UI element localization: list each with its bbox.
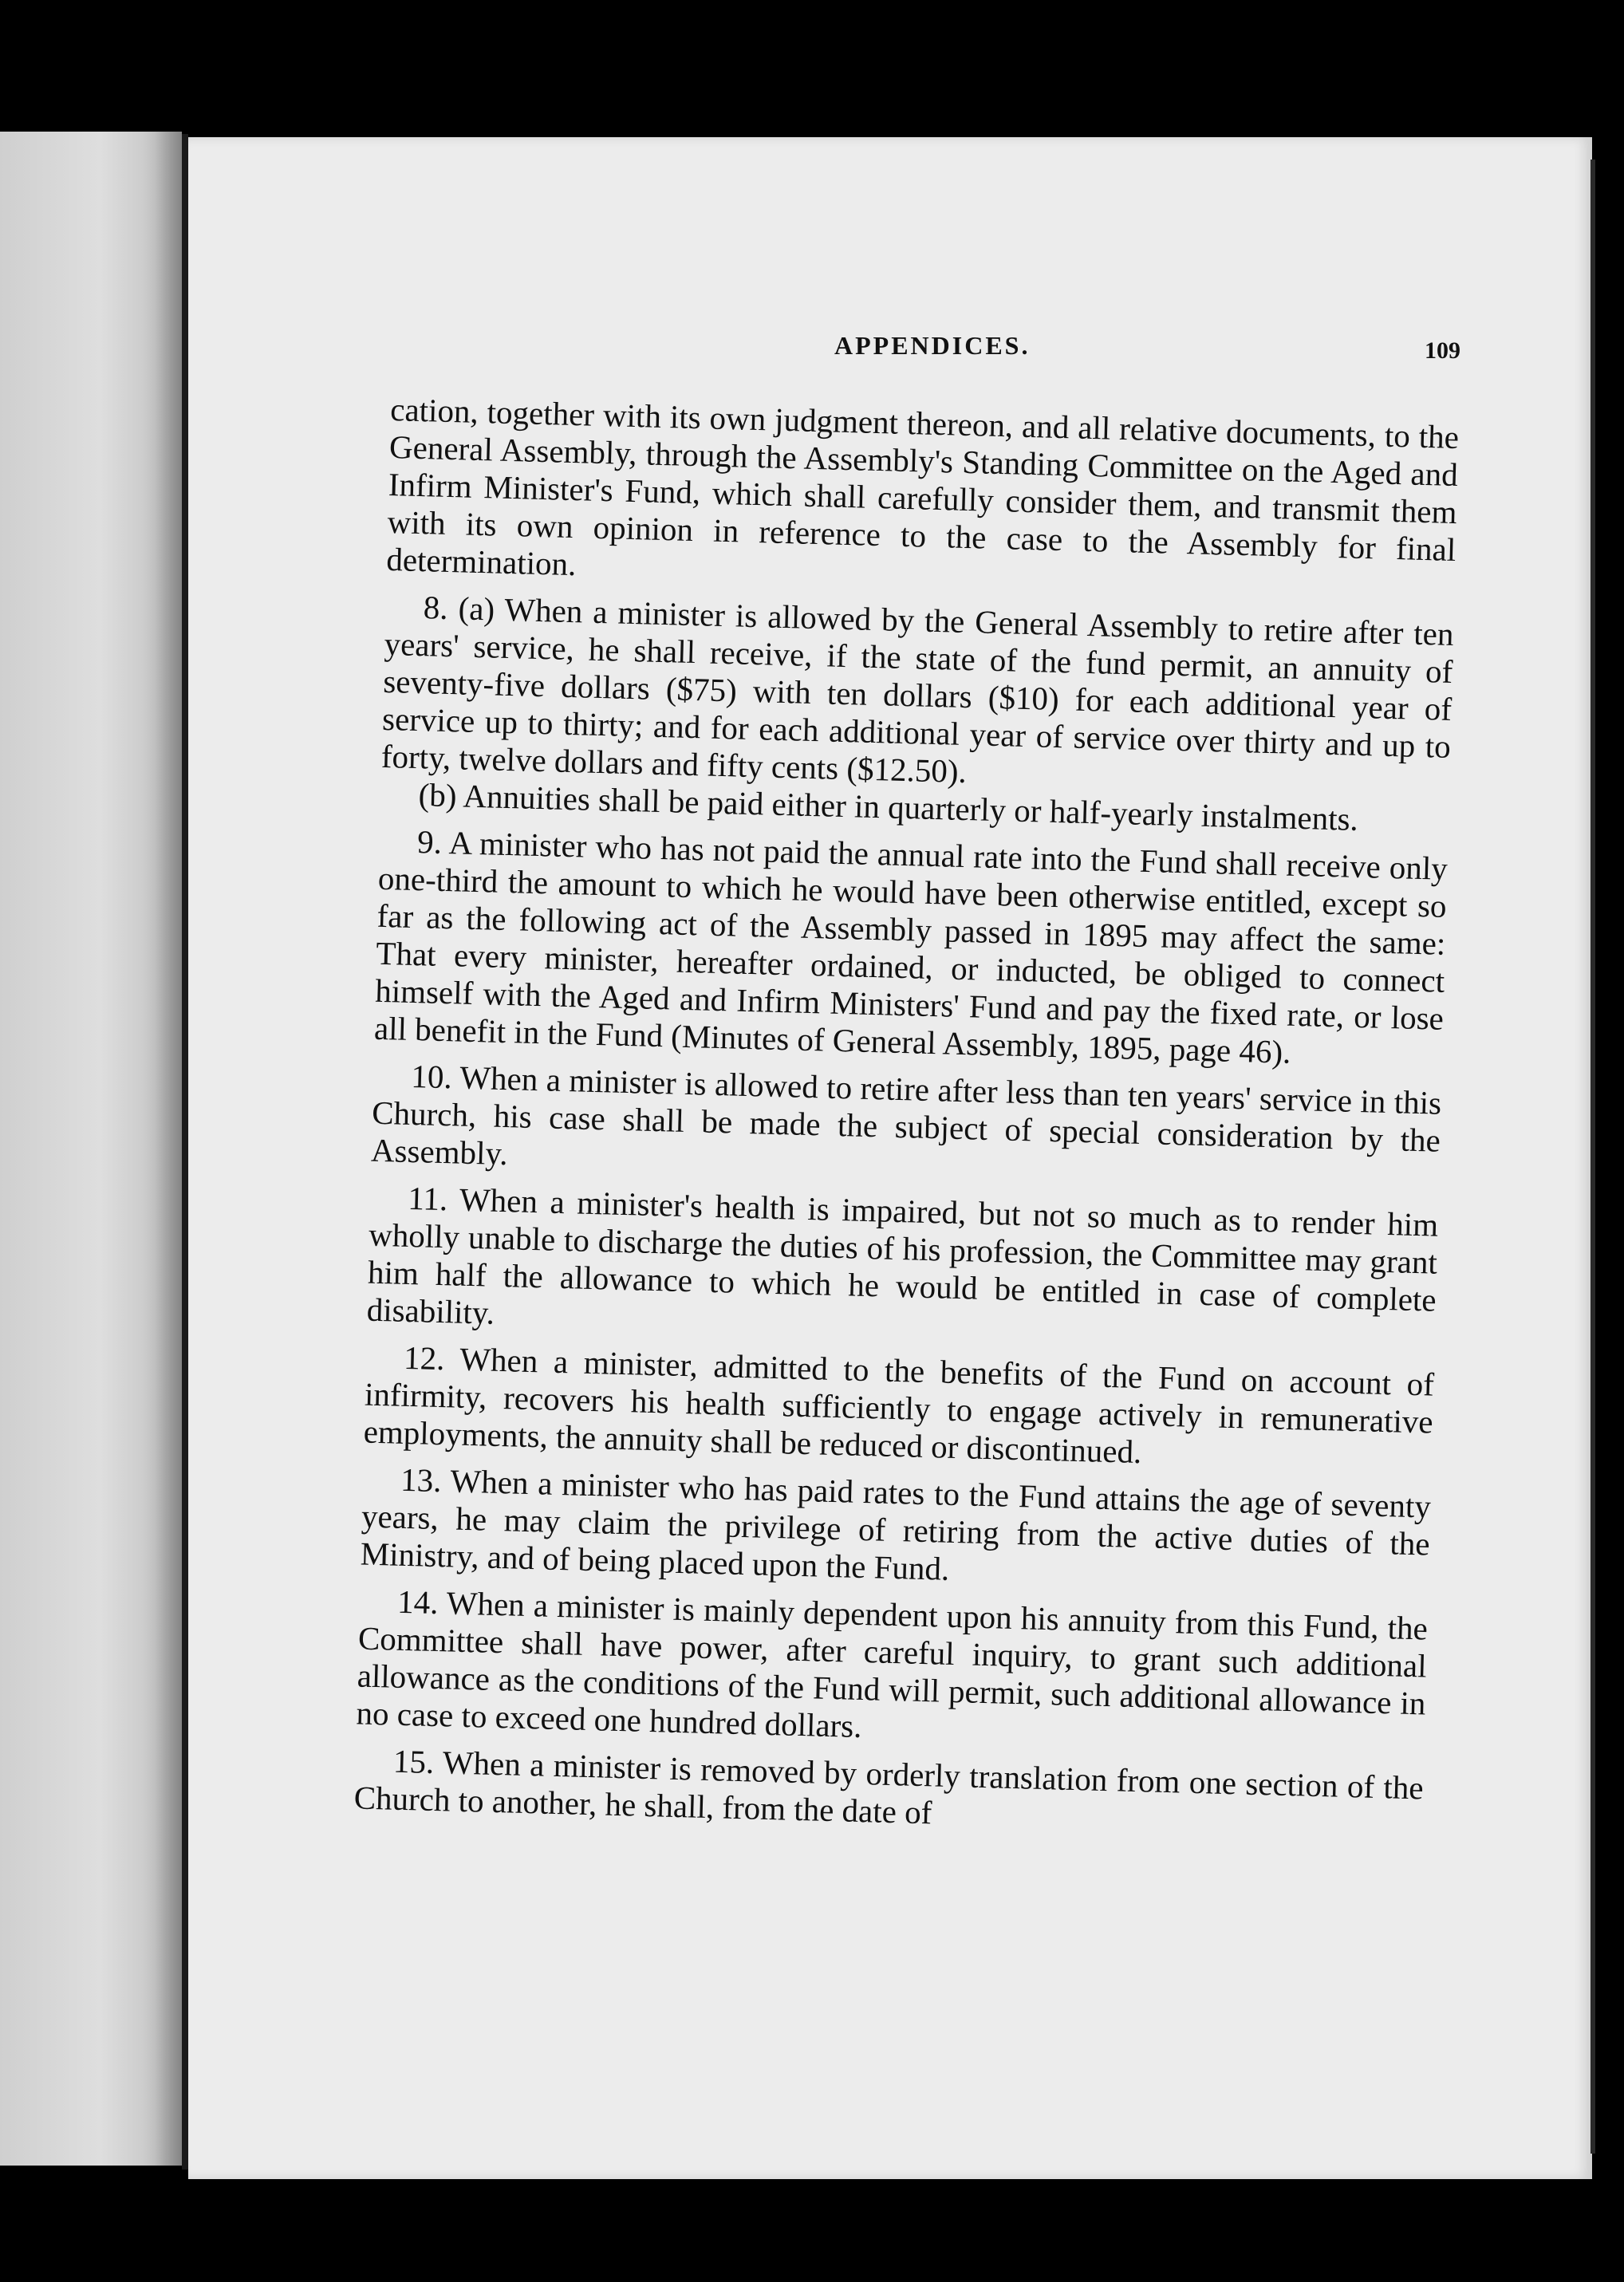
page-body	[353, 391, 1460, 1854]
paragraph-13: 13. When a minister who has paid rates to the Fund attains the age of seventy years, he may claim the privilege of retiring from the active duties of the Ministry, and of being placed upon the Fund.	[360, 1460, 1432, 1587]
paragraph-8b: (b) Annuities shall be paid either in quarterly or half-yearly instalments.	[418, 776, 1359, 838]
paragraph-12: 12. When a minister, admitted to the benefits of the Fund on account of infirmity, recovers his health sufficiently to engage actively in remunerative employments, the annuity shall be reduced or discontinued.	[363, 1338, 1435, 1471]
page-right-edge	[1590, 160, 1595, 2154]
page-number: 109	[1425, 337, 1460, 364]
paragraph-11: 11. When a minister's health is impaired, but not so much as to render him wholly unable to discharge the duties of his profession, the Committee may grant him half the allowance to which he would be entitled in case of complete disability.	[366, 1179, 1439, 1331]
paragraph-8a: 8. (a) When a minister is allowed by the General Assembly to retire after ten years' service, he shall receive, if the state of the fund permit, an annuity of seventy-five dollars ($75) with ten dollars ($10) for each additional year of service up to thirty; and for each additional year of service over thirty and up to forty, twelve dollars and fifty cents ($12.50).	[380, 589, 1455, 790]
book-gutter	[182, 134, 188, 2170]
paragraph-15: 15. When a minister is removed by orderly translation from one section of the Church to another, he shall, from the date of	[353, 1742, 1425, 1831]
running-title: APPENDICES.	[834, 331, 1031, 360]
paragraph-9: 9. A minister who has not paid the annual rate into the Fund shall receive only one-third the amount to which he would have been otherwise entitled, except so far as the following act of the Assembly passed in 1895 may affect the same: That every minister, hereafter ordained, or inducted, be obliged to connect himself with the Aged and Infirm Ministers' Fund and pay the fixed rate, or lose all benefit in the Fund (Minutes of General Assembly, 1895, page 46).	[373, 823, 1449, 1070]
paragraph-14: 14. When a minister is mainly dependent upon his annuity from this Fund, the Committee shall have power, after careful inquiry, to grant such additional allowance as the conditions of the Fund will permit, such additional allowance in no case to exceed one hundred dollars.	[355, 1582, 1429, 1745]
paragraph-continuation: cation, together with its own judgment thereon, and all relative documents, to the General Assembly, through the Assembly's Standing Committee on the Aged and Infirm Minister's Fund, which shall carefully consider them, and transmit them with its own opinion in reference to the case to the Assembly for final determination.	[385, 391, 1460, 583]
paragraph-10: 10. When a minister is allowed to retire after less than ten years' service in this Church, his case shall be made the subject of special consideration by the Assembly.	[370, 1057, 1442, 1173]
running-header	[188, 323, 1592, 371]
